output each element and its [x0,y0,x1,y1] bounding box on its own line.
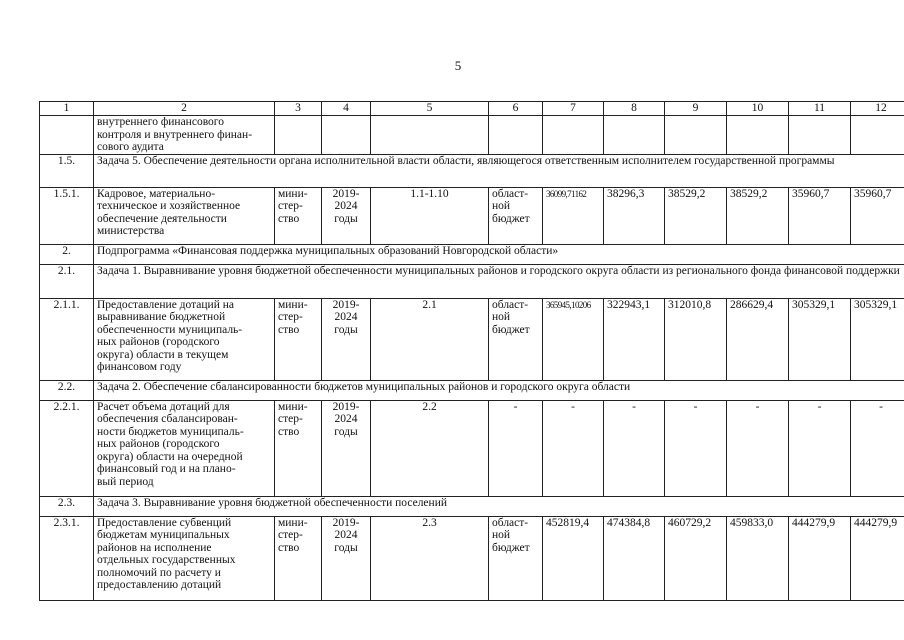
row-number: 1.5.1. [40,187,94,244]
executor: мини- стер- ство [275,516,322,600]
funding-source: област- ной бюджет [489,516,543,600]
row-number: 1.5. [40,154,94,187]
amount-col-11: 35960,7 [789,187,851,244]
header-cell: 4 [322,102,371,116]
header-cell: 10 [727,102,789,116]
amount-col-7: 365945,10206 [543,298,604,380]
target-indicator: 1.1-1.10 [371,187,489,244]
amount-col-10: 286629,4 [727,298,789,380]
row-number [40,116,94,155]
row-number: 2. [40,244,94,264]
amount-col-8: - [604,400,665,496]
amount-col-9: 312010,8 [665,298,727,380]
row-number: 2.2.1. [40,400,94,496]
amount-col-9: 38529,2 [665,187,727,244]
header-cell: 6 [489,102,543,116]
measure-name: Предоставление дотаций на выравнивание бюджетной обеспеченности муниципаль- ных районов (городского округа) области в текущем финансовом году [94,298,275,380]
row-number: 2.3. [40,496,94,516]
task-row [40,380,904,400]
row-number: 2.1.1. [40,298,94,380]
subprogram-title: Подпрограмма «Финансовая поддержка муниципальных образований Новгородской области» [94,244,904,264]
task-row [40,154,904,187]
table-row [40,516,904,600]
program-table [39,101,904,601]
header-cell: 9 [665,102,727,116]
table-row [40,187,904,244]
header-cell: 5 [371,102,489,116]
amount-col-10: - [727,400,789,496]
amount-col-12: - [851,400,904,496]
funding-source: - [489,400,543,496]
measure-name: Кадровое, материально- техническое и хозяйственное обеспечение деятельности министерства [94,187,275,244]
task-row [40,264,904,298]
amount-col-10: 38529,2 [727,187,789,244]
row-number: 2.3.1. [40,516,94,600]
amount-col-9: - [665,400,727,496]
subprogram-row [40,244,904,264]
row-number: 2.1. [40,264,94,298]
amount-col-11: 444279,9 [789,516,851,600]
header-cell: 8 [604,102,665,116]
executor: мини- стер- ство [275,187,322,244]
amount-col-10: 459833,0 [727,516,789,600]
amount-col-11: 305329,1 [789,298,851,380]
executor: мини- стер- ство [275,400,322,496]
task-row [40,496,904,516]
funding-source: област- ной бюджет [489,298,543,380]
measure-name: Предоставление субвенций бюджетам муниципальных районов на исполнение отдельных государственных полномочий по расчету и предоставлению дотаций [94,516,275,600]
period: 2019- 2024 годы [322,516,371,600]
table-row [40,400,904,496]
funding-source: област- ной бюджет [489,187,543,244]
target-indicator: 2.3 [371,516,489,600]
amount-col-9: 460729,2 [665,516,727,600]
task-title: Задача 5. Обеспечение деятельности органа исполнительной власти области, являющегося ответственным исполнителем государственной программы [94,154,904,187]
period: 2019- 2024 годы [322,400,371,496]
target-indicator: 2.1 [371,298,489,380]
amount-col-7: 452819,4 [543,516,604,600]
amount-col-8: 474384,8 [604,516,665,600]
executor: мини- стер- ство [275,298,322,380]
period: 2019- 2024 годы [322,298,371,380]
amount-col-7: - [543,400,604,496]
table-row [40,116,904,155]
header-row [40,102,904,116]
header-cell: 3 [275,102,322,116]
header-cell: 12 [851,102,904,116]
amount-col-12: 35960,7 [851,187,904,244]
table-row [40,298,904,380]
page-number: 5 [454,58,462,73]
header-cell: 7 [543,102,604,116]
task-title: Задача 2. Обеспечение сбалансированности бюджетов муниципальных районов и городского округа области [94,380,904,400]
amount-col-8: 38296,3 [604,187,665,244]
measure-name: Расчет объема дотаций для обеспечения сбалансирован- ности бюджетов муниципаль- ных районов (городского округа) области на очередной финансовый год и на плано- вый период [94,400,275,496]
amount-col-8: 322943,1 [604,298,665,380]
amount-col-12: 444279,9 [851,516,904,600]
amount-col-12: 305329,1 [851,298,904,380]
task-title: Задача 3. Выравнивание уровня бюджетной обеспеченности поселений [94,496,904,516]
measure-name: внутреннего финансового контроля и внутреннего финан- сового аудита [94,116,275,155]
target-indicator: 2.2 [371,400,489,496]
row-number: 2.2. [40,380,94,400]
amount-col-7: 36099,71162 [543,187,604,244]
period: 2019- 2024 годы [322,187,371,244]
header-cell: 11 [789,102,851,116]
amount-col-11: - [789,400,851,496]
task-title: Задача 1. Выравнивание уровня бюджетной обеспеченности муниципальных районов и городского округа области из регионального фонда финансовой поддержки [94,264,904,298]
header-cell: 2 [94,102,275,116]
header-cell: 1 [40,102,94,116]
